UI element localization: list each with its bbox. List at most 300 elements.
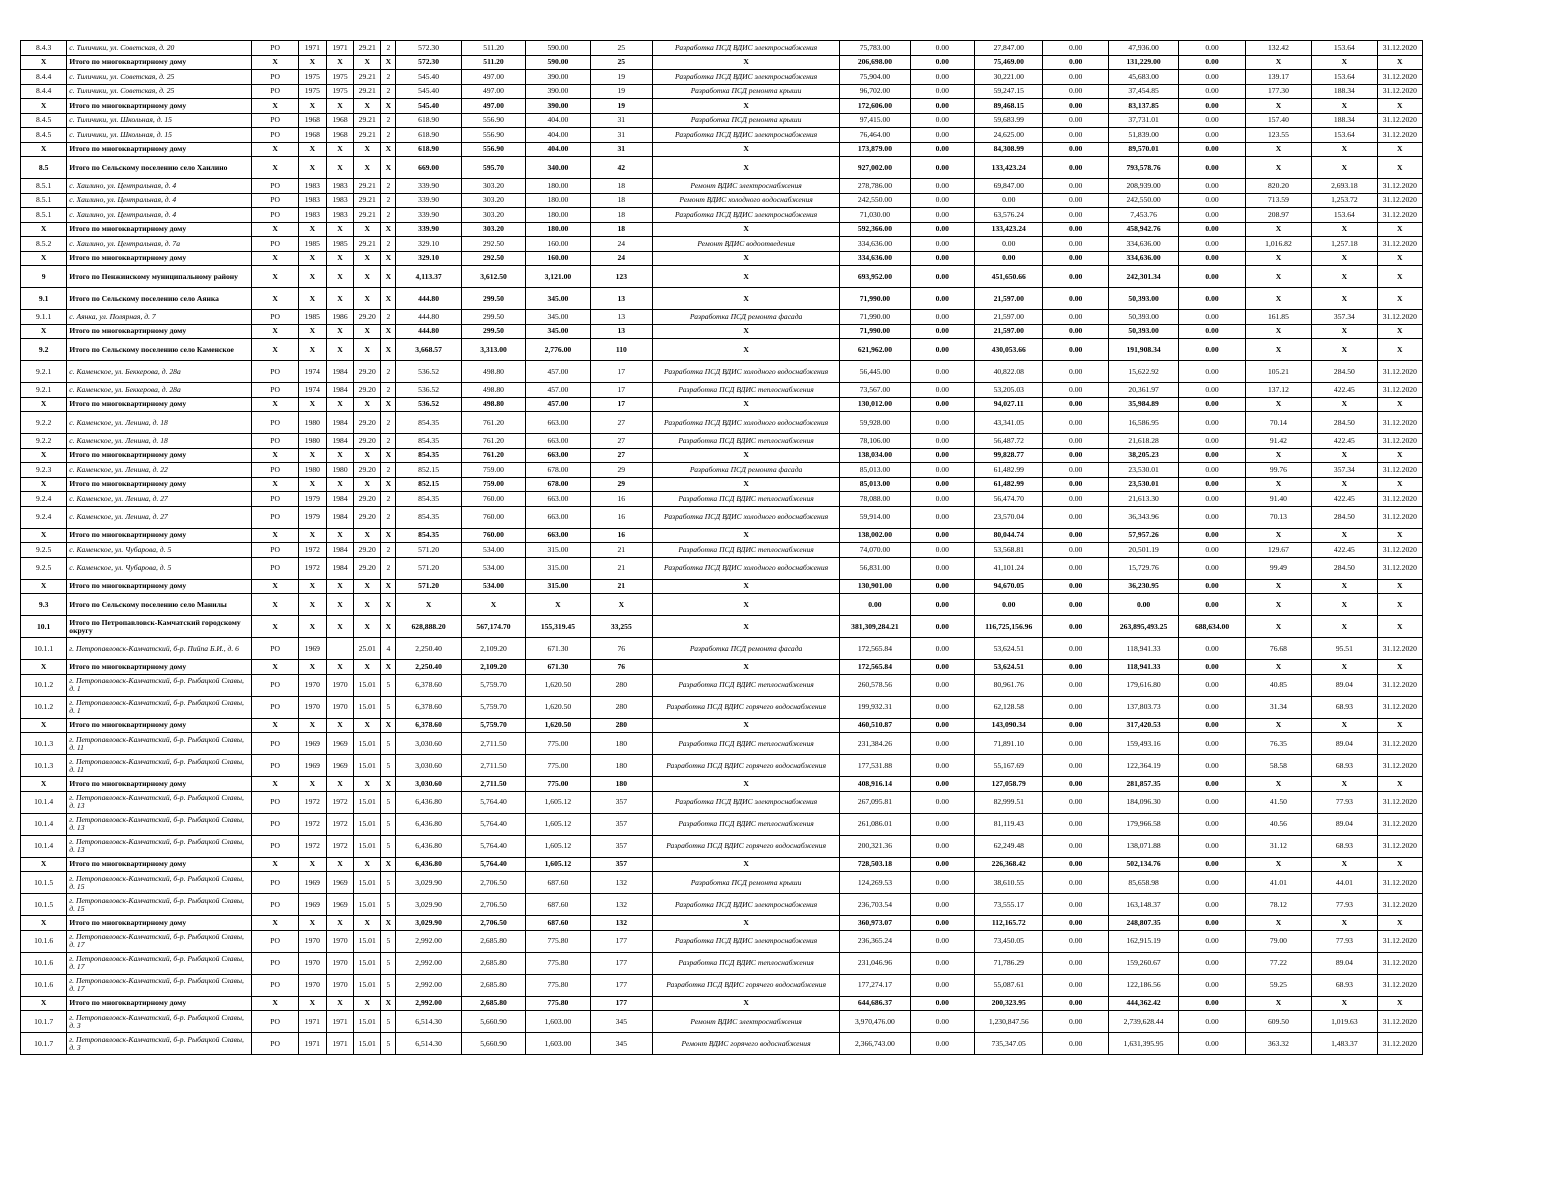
table-row bbox=[21, 872, 1423, 894]
table-cell: 15.01 bbox=[354, 835, 381, 857]
table-cell: 10.1.6 bbox=[21, 974, 67, 996]
table-cell: с. Аянка, ул. Полярная, д. 7 bbox=[67, 310, 252, 325]
table-cell: Х bbox=[252, 288, 298, 310]
table-cell: 0.00 bbox=[1179, 930, 1245, 952]
table-cell: 79.00 bbox=[1245, 930, 1311, 952]
table-cell: Разработка ПСД ВДИС теплоснабжения bbox=[653, 952, 840, 974]
table-cell: 0.00 bbox=[1179, 142, 1245, 157]
table-cell: 62,249.48 bbox=[975, 835, 1043, 857]
table-cell: 89,570.01 bbox=[1108, 142, 1178, 157]
table-row bbox=[21, 179, 1423, 194]
table-cell: 177,274.17 bbox=[840, 974, 910, 996]
table-cell: 10.1.2 bbox=[21, 696, 67, 718]
table-cell: 153.64 bbox=[1312, 208, 1377, 223]
table-cell: 80,961.76 bbox=[975, 674, 1043, 696]
table-cell: 2,992.00 bbox=[396, 930, 461, 952]
table-cell: 5 bbox=[381, 791, 396, 813]
table-cell: 10.1.4 bbox=[21, 813, 67, 835]
table-total-row bbox=[21, 266, 1423, 288]
table-cell: Х bbox=[21, 857, 67, 872]
table-cell: 25.01 bbox=[354, 638, 381, 660]
table-cell: 0.00 bbox=[1043, 952, 1108, 974]
table-cell: Х bbox=[653, 528, 840, 543]
table-cell: Х bbox=[326, 397, 353, 412]
table-cell: 5,764.40 bbox=[461, 791, 525, 813]
table-cell: Х bbox=[252, 448, 298, 463]
table-cell: 2,685.80 bbox=[461, 996, 525, 1011]
table-cell: 2,109.20 bbox=[461, 660, 525, 675]
table-cell: 31.34 bbox=[1245, 696, 1311, 718]
table-cell: 1,605.12 bbox=[526, 857, 590, 872]
table-cell: 56,445.00 bbox=[840, 361, 910, 383]
table-cell: 1972 bbox=[298, 543, 326, 558]
table-cell: Х bbox=[381, 916, 396, 931]
table-cell: 89.04 bbox=[1312, 952, 1377, 974]
table-cell: 1969 bbox=[326, 733, 353, 755]
table-cell: Х bbox=[1245, 222, 1311, 237]
table-cell: 556.90 bbox=[461, 142, 525, 157]
table-cell: Х bbox=[21, 718, 67, 733]
table-cell: 334,636.00 bbox=[840, 251, 910, 266]
table-cell: 41.01 bbox=[1245, 872, 1311, 894]
table-row bbox=[21, 813, 1423, 835]
table-cell: 0.00 bbox=[910, 222, 974, 237]
table-cell: 0.00 bbox=[910, 41, 974, 56]
table-cell: 345.00 bbox=[526, 288, 590, 310]
table-total-row bbox=[21, 477, 1423, 492]
table-row bbox=[21, 557, 1423, 579]
table-cell: 267,095.81 bbox=[840, 791, 910, 813]
table-cell: Ремонт ВДИС холодного водоснабжения bbox=[653, 193, 840, 208]
table-cell: г. Петропавловск-Камчатский, б-р. Рыбацкой Славы, д. 17 bbox=[67, 974, 252, 996]
table-cell: Х bbox=[653, 99, 840, 114]
table-cell: 75,783.00 bbox=[840, 41, 910, 56]
table-cell: Ремонт ВДИС водоотведения bbox=[653, 237, 840, 252]
table-cell: 0.00 bbox=[910, 142, 974, 157]
table-cell: РО bbox=[252, 492, 298, 507]
table-cell: 123.55 bbox=[1245, 128, 1311, 143]
table-cell: 17 bbox=[590, 383, 652, 398]
table-cell: 0.00 bbox=[1043, 777, 1108, 792]
table-cell: Разработка ПСД ВДИС горячего водоснабжения bbox=[653, 835, 840, 857]
table-row bbox=[21, 1033, 1423, 1055]
table-cell: Х bbox=[1377, 916, 1422, 931]
table-cell: 133,423.24 bbox=[975, 157, 1043, 179]
table-cell: Х bbox=[21, 397, 67, 412]
table-cell: 0.00 bbox=[910, 777, 974, 792]
table-cell: 0.00 bbox=[1179, 777, 1245, 792]
table-cell: 10.1.4 bbox=[21, 835, 67, 857]
table-cell: 2,366,743.00 bbox=[840, 1033, 910, 1055]
table-cell: Х bbox=[653, 448, 840, 463]
table-cell: Разработка ПСД ВДИС горячего водоснабжения bbox=[653, 755, 840, 777]
table-cell: 2,706.50 bbox=[461, 894, 525, 916]
table-cell: Х bbox=[653, 857, 840, 872]
table-cell: Х bbox=[354, 996, 381, 1011]
table-row bbox=[21, 70, 1423, 85]
table-cell: 29 bbox=[590, 463, 652, 478]
table-cell: 29.20 bbox=[354, 557, 381, 579]
table-cell: Х bbox=[21, 477, 67, 492]
table-cell: 0.00 bbox=[910, 266, 974, 288]
table-cell: Х bbox=[1245, 288, 1311, 310]
table-cell: 775.00 bbox=[526, 733, 590, 755]
table-cell: 1974 bbox=[298, 361, 326, 383]
table-cell: 536.52 bbox=[396, 383, 461, 398]
table-cell: Разработка ПСД ВДИС теплоснабжения bbox=[653, 674, 840, 696]
table-cell: 329.10 bbox=[396, 251, 461, 266]
table-cell: 180 bbox=[590, 777, 652, 792]
table-cell: 31.12.2020 bbox=[1377, 557, 1422, 579]
table-cell: 1984 bbox=[326, 557, 353, 579]
table-cell: Х bbox=[1312, 594, 1377, 616]
table-cell: 1984 bbox=[326, 506, 353, 528]
table-cell: 56,474.70 bbox=[975, 492, 1043, 507]
table-total-row bbox=[21, 594, 1423, 616]
table-cell: 20,361.97 bbox=[1108, 383, 1178, 398]
table-cell: 6,514.30 bbox=[396, 1011, 461, 1033]
table-cell: 0.00 bbox=[910, 718, 974, 733]
table-cell: 592,366.00 bbox=[840, 222, 910, 237]
table-cell: Разработка ПСД ремонта фасада bbox=[653, 638, 840, 660]
table-cell: Х bbox=[298, 142, 326, 157]
table-cell: Х bbox=[354, 477, 381, 492]
table-cell: Х bbox=[1245, 718, 1311, 733]
table-cell: 29.21 bbox=[354, 237, 381, 252]
table-cell: 0.00 bbox=[1179, 383, 1245, 398]
table-cell: 1970 bbox=[326, 952, 353, 974]
table-cell: Итого по Петропавловск-Камчатский городскому округу bbox=[67, 616, 252, 638]
table-cell: 334,636.00 bbox=[1108, 237, 1178, 252]
table-total-row bbox=[21, 448, 1423, 463]
table-cell: 5 bbox=[381, 813, 396, 835]
table-cell: 315.00 bbox=[526, 557, 590, 579]
table-cell: 1,483.37 bbox=[1312, 1033, 1377, 1055]
table-cell: 10.1.5 bbox=[21, 894, 67, 916]
table-cell: 132 bbox=[590, 894, 652, 916]
table-cell: 0.00 bbox=[975, 193, 1043, 208]
table-cell: Х bbox=[326, 616, 353, 638]
table-cell: 854.35 bbox=[396, 506, 461, 528]
table-cell: Х bbox=[298, 251, 326, 266]
table-cell: 3,668.57 bbox=[396, 339, 461, 361]
table-cell: 678.00 bbox=[526, 463, 590, 478]
table-cell: 0.00 bbox=[910, 952, 974, 974]
table-cell: 0.00 bbox=[1179, 55, 1245, 70]
table-cell: 0.00 bbox=[1179, 361, 1245, 383]
table-cell: 2 bbox=[381, 383, 396, 398]
table-cell: 793,578.76 bbox=[1108, 157, 1178, 179]
table-cell: 38,610.55 bbox=[975, 872, 1043, 894]
table-cell: 1975 bbox=[326, 84, 353, 99]
table-cell: 0.00 bbox=[1043, 857, 1108, 872]
table-cell: Х bbox=[1312, 55, 1377, 70]
table-cell: 0.00 bbox=[1043, 70, 1108, 85]
table-cell: 1985 bbox=[298, 310, 326, 325]
table-cell: 9.2.4 bbox=[21, 492, 67, 507]
table-cell: 97,415.00 bbox=[840, 113, 910, 128]
table-cell: 2 bbox=[381, 193, 396, 208]
table-cell: 8.5 bbox=[21, 157, 67, 179]
table-cell: 15.01 bbox=[354, 791, 381, 813]
table-cell: 31.12.2020 bbox=[1377, 930, 1422, 952]
table-cell: РО bbox=[252, 1011, 298, 1033]
table-cell: 31.12.2020 bbox=[1377, 361, 1422, 383]
table-cell: 2 bbox=[381, 208, 396, 223]
table-cell: РО bbox=[252, 872, 298, 894]
table-cell: 29.20 bbox=[354, 412, 381, 434]
table-cell: 0.00 bbox=[1179, 872, 1245, 894]
table-cell: 31.12.2020 bbox=[1377, 310, 1422, 325]
table-cell: 31.12.2020 bbox=[1377, 128, 1422, 143]
table-cell: 1971 bbox=[326, 1033, 353, 1055]
table-cell: Х bbox=[298, 718, 326, 733]
table-cell: 41,101.24 bbox=[975, 557, 1043, 579]
table-cell: 51,839.00 bbox=[1108, 128, 1178, 143]
table-cell: 0.00 bbox=[1043, 492, 1108, 507]
table-cell: 0.00 bbox=[1043, 84, 1108, 99]
table-cell: 644,686.37 bbox=[840, 996, 910, 1011]
table-cell: Х bbox=[1377, 339, 1422, 361]
table-cell: 21 bbox=[590, 557, 652, 579]
table-cell: 0.00 bbox=[1179, 506, 1245, 528]
table-cell: 498.80 bbox=[461, 397, 525, 412]
table-cell: Х bbox=[298, 616, 326, 638]
table-cell: 1983 bbox=[298, 179, 326, 194]
table-cell: Х bbox=[1377, 99, 1422, 114]
table-cell: 0.00 bbox=[1043, 193, 1108, 208]
table-cell: 1983 bbox=[326, 193, 353, 208]
table-cell: 15.01 bbox=[354, 872, 381, 894]
table-row bbox=[21, 113, 1423, 128]
table-cell: 160.00 bbox=[526, 251, 590, 266]
table-cell: 1969 bbox=[298, 872, 326, 894]
table-cell: 153.64 bbox=[1312, 70, 1377, 85]
table-cell: Х bbox=[252, 266, 298, 288]
table-cell: 0.00 bbox=[1043, 1011, 1108, 1033]
table-cell: РО bbox=[252, 412, 298, 434]
table-cell: 24,625.00 bbox=[975, 128, 1043, 143]
table-cell: Х bbox=[326, 99, 353, 114]
table-cell: 31.12.2020 bbox=[1377, 492, 1422, 507]
table-cell: 5 bbox=[381, 696, 396, 718]
table-cell: 8.4.5 bbox=[21, 128, 67, 143]
table-cell: 444.80 bbox=[396, 324, 461, 339]
table-cell: 498.80 bbox=[461, 361, 525, 383]
table-cell: с. Каменское, ул. Чубарова, д. 5 bbox=[67, 543, 252, 558]
table-cell: 5,759.70 bbox=[461, 696, 525, 718]
table-cell: 68.93 bbox=[1312, 696, 1377, 718]
table-cell: 3,030.60 bbox=[396, 733, 461, 755]
table-cell: 280 bbox=[590, 696, 652, 718]
table-cell: 31.12.2020 bbox=[1377, 894, 1422, 916]
table-row bbox=[21, 733, 1423, 755]
table-cell: Х bbox=[326, 660, 353, 675]
table-cell: Х bbox=[1245, 266, 1311, 288]
table-cell: Х bbox=[1245, 99, 1311, 114]
table-cell: 76.68 bbox=[1245, 638, 1311, 660]
table-cell: 78,088.00 bbox=[840, 492, 910, 507]
table-cell: Х bbox=[1312, 718, 1377, 733]
table-cell: 1,605.12 bbox=[526, 813, 590, 835]
table-cell: 10.1 bbox=[21, 616, 67, 638]
table-cell: 29.20 bbox=[354, 506, 381, 528]
table-cell: 1972 bbox=[298, 813, 326, 835]
table-cell: 83,137.85 bbox=[1108, 99, 1178, 114]
table-cell: 29.21 bbox=[354, 113, 381, 128]
table-cell: 71,990.00 bbox=[840, 310, 910, 325]
table-cell: 177 bbox=[590, 974, 652, 996]
table-cell: 0.00 bbox=[1179, 755, 1245, 777]
table-cell: Х bbox=[381, 996, 396, 1011]
table-cell: 534.00 bbox=[461, 543, 525, 558]
table-cell: 55,167.69 bbox=[975, 755, 1043, 777]
table-cell: с. Каменское, ул. Ленина, д. 18 bbox=[67, 412, 252, 434]
table-cell: 299.50 bbox=[461, 324, 525, 339]
table-cell: 16,586.95 bbox=[1108, 412, 1178, 434]
table-cell: 5 bbox=[381, 974, 396, 996]
table-cell: 0.00 bbox=[910, 128, 974, 143]
table-cell: 116,725,156.96 bbox=[975, 616, 1043, 638]
table-cell: 0.00 bbox=[910, 310, 974, 325]
table-cell: Х bbox=[298, 448, 326, 463]
table-cell: 89.04 bbox=[1312, 733, 1377, 755]
table-cell: Х bbox=[1312, 996, 1377, 1011]
table-cell: 0.00 bbox=[910, 113, 974, 128]
table-cell: РО bbox=[252, 813, 298, 835]
table-cell: Х bbox=[354, 579, 381, 594]
table-cell: 29.21 bbox=[354, 41, 381, 56]
table-cell: 2 bbox=[381, 492, 396, 507]
table-cell: Х bbox=[1377, 777, 1422, 792]
table-cell: 29.20 bbox=[354, 463, 381, 478]
table-cell: Х bbox=[1245, 528, 1311, 543]
table-cell: 7,453.76 bbox=[1108, 208, 1178, 223]
table-cell: 59,247.15 bbox=[975, 84, 1043, 99]
table-cell: 5 bbox=[381, 755, 396, 777]
table-cell: 663.00 bbox=[526, 528, 590, 543]
table-cell: 1975 bbox=[326, 70, 353, 85]
table-cell: Х bbox=[1312, 579, 1377, 594]
table-cell: 15.01 bbox=[354, 674, 381, 696]
table-cell: 0.00 bbox=[1179, 397, 1245, 412]
table-cell: Разработка ПСД ремонта крыши bbox=[653, 113, 840, 128]
table-cell: 85,658.98 bbox=[1108, 872, 1178, 894]
table-cell: 99,828.77 bbox=[975, 448, 1043, 463]
table-cell: Х bbox=[653, 777, 840, 792]
table-cell: 280 bbox=[590, 718, 652, 733]
table-cell: 155,319.45 bbox=[526, 616, 590, 638]
table-cell: 188.34 bbox=[1312, 113, 1377, 128]
table-cell: 15.01 bbox=[354, 894, 381, 916]
table-cell: 0.00 bbox=[910, 930, 974, 952]
table-cell: 132.42 bbox=[1245, 41, 1311, 56]
table-cell: 0.00 bbox=[1179, 208, 1245, 223]
table-cell: Х bbox=[326, 594, 353, 616]
table-cell: Х bbox=[461, 594, 525, 616]
table-cell: 58.58 bbox=[1245, 755, 1311, 777]
table-cell: 284.50 bbox=[1312, 557, 1377, 579]
table-cell: Х bbox=[381, 222, 396, 237]
table-cell: 3,029.90 bbox=[396, 872, 461, 894]
table-cell: 179,616.80 bbox=[1108, 674, 1178, 696]
table-cell: Х bbox=[354, 616, 381, 638]
table-cell: 2 bbox=[381, 128, 396, 143]
table-cell: 76,464.00 bbox=[840, 128, 910, 143]
table-cell: РО bbox=[252, 179, 298, 194]
table-cell: 1969 bbox=[298, 894, 326, 916]
table-total-row bbox=[21, 339, 1423, 361]
table-cell: 0.00 bbox=[1043, 791, 1108, 813]
table-cell: Х bbox=[1377, 142, 1422, 157]
table-cell: Х bbox=[252, 616, 298, 638]
table-cell: 31.12.2020 bbox=[1377, 193, 1422, 208]
table-cell: 59.25 bbox=[1245, 974, 1311, 996]
table-cell: Х bbox=[21, 660, 67, 675]
table-cell: Х bbox=[1245, 251, 1311, 266]
table-cell: 89.04 bbox=[1312, 813, 1377, 835]
table-cell: 590.00 bbox=[526, 55, 590, 70]
table-cell: Х bbox=[21, 528, 67, 543]
table-cell: 0.00 bbox=[1179, 857, 1245, 872]
table-cell: Х bbox=[1377, 477, 1422, 492]
table-cell: Итого по Пенжинскому муниципальному району bbox=[67, 266, 252, 288]
table-cell: 15.01 bbox=[354, 813, 381, 835]
table-cell: 161.85 bbox=[1245, 310, 1311, 325]
table-cell: 2,706.50 bbox=[461, 916, 525, 931]
table-cell: 315.00 bbox=[526, 543, 590, 558]
table-cell: 132 bbox=[590, 916, 652, 931]
table-cell: 0.00 bbox=[910, 1011, 974, 1033]
table-cell bbox=[326, 638, 353, 660]
table-cell: 0.00 bbox=[910, 179, 974, 194]
table-cell: Итого по Сельскому поселению село Манилы bbox=[67, 594, 252, 616]
table-cell: 0.00 bbox=[1043, 237, 1108, 252]
table-cell: Х bbox=[252, 55, 298, 70]
table-cell: 0.00 bbox=[1179, 222, 1245, 237]
table-cell: 2,711.50 bbox=[461, 777, 525, 792]
table-cell: Х bbox=[298, 99, 326, 114]
table-cell: Х bbox=[252, 324, 298, 339]
table-cell: г. Петропавловск-Камчатский, б-р. Рыбацкой Славы, д. 13 bbox=[67, 835, 252, 857]
table-row bbox=[21, 930, 1423, 952]
table-cell: Х bbox=[354, 157, 381, 179]
table-cell: Х bbox=[653, 916, 840, 931]
table-cell: 671.30 bbox=[526, 638, 590, 660]
table-cell: 8.5.1 bbox=[21, 208, 67, 223]
table-cell: 31.12.2020 bbox=[1377, 638, 1422, 660]
table-cell: 669.00 bbox=[396, 157, 461, 179]
table-cell: 31.12.2020 bbox=[1377, 813, 1422, 835]
table-cell: РО bbox=[252, 894, 298, 916]
table-cell: 0.00 bbox=[975, 251, 1043, 266]
table-cell: 29.20 bbox=[354, 543, 381, 558]
table-cell: Ремонт ВДИС электроснабжения bbox=[653, 179, 840, 194]
table-cell: 571.20 bbox=[396, 557, 461, 579]
table-cell: 260,578.56 bbox=[840, 674, 910, 696]
table-cell: 0.00 bbox=[1043, 638, 1108, 660]
table-cell: Х bbox=[1245, 157, 1311, 179]
table-cell: 10.1.7 bbox=[21, 1033, 67, 1055]
table-cell: Х bbox=[381, 477, 396, 492]
table-cell: 27,847.00 bbox=[975, 41, 1043, 56]
table-cell: Х bbox=[298, 397, 326, 412]
table-cell: 0.00 bbox=[975, 594, 1043, 616]
table-row bbox=[21, 361, 1423, 383]
table-cell: Разработка ПСД ВДИС теплоснабжения bbox=[653, 383, 840, 398]
table-cell: 31.12.2020 bbox=[1377, 733, 1422, 755]
table-cell: 231,046.96 bbox=[840, 952, 910, 974]
